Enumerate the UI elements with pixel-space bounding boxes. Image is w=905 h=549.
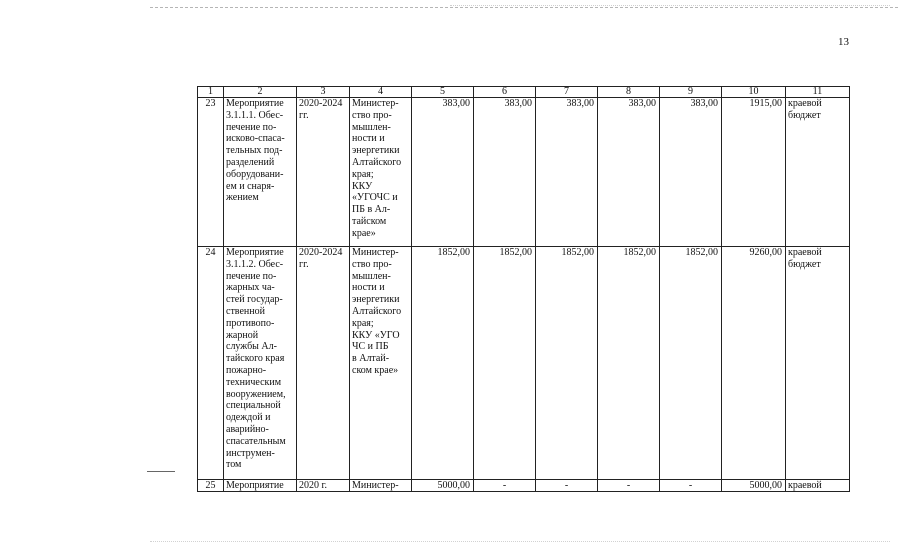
activity-cell: Мероприятие 3.1.1.1. Обес- печение по- исково-спаса- тельных под- разделений оборудовани- ем и снаря- жением [224, 98, 297, 247]
amount-cell: - [660, 480, 722, 492]
margin-mark [147, 471, 175, 472]
amount-cell: 383,00 [598, 98, 660, 247]
program-activities-table [197, 86, 850, 492]
amount-cell: - [474, 480, 536, 492]
executor-cell: Министер- [350, 480, 412, 492]
row-number: 25 [198, 480, 224, 492]
amount-cell: 383,00 [536, 98, 598, 247]
period-cell: 2020-2024 гг. [297, 247, 350, 480]
funding-source-cell: краевой бюджет [786, 98, 850, 247]
column-header: 7 [536, 87, 598, 98]
amount-cell: 1852,00 [598, 247, 660, 480]
column-header: 4 [350, 87, 412, 98]
scan-artifact-line [150, 7, 898, 8]
column-header: 8 [598, 87, 660, 98]
column-header: 3 [297, 87, 350, 98]
amount-cell: 383,00 [412, 98, 474, 247]
column-number-row [198, 87, 850, 98]
executor-cell: Министер- ство про- мышлен- ности и энергетики Алтайского края; ККУ «УГО ЧС и ПБ в Алтай- ском крае» [350, 247, 412, 480]
table-row [198, 480, 850, 492]
amount-cell: 1852,00 [536, 247, 598, 480]
activity-cell: Мероприятие 3.1.1.2. Обес- печение по- жарных ча- стей государ- ственной противопо- жарной службы Ал- тайского края пожарно- техническим вооружением, специальной одеждой и аварийно- спасательным инструмен- том [224, 247, 297, 480]
executor-cell: Министер- ство про- мышлен- ности и энергетики Алтайского края; ККУ «УГОЧС и ПБ в Ал- тайском крае» [350, 98, 412, 247]
table-row [198, 247, 850, 480]
scan-artifact-line [450, 5, 890, 6]
activity-cell: Мероприятие [224, 480, 297, 492]
amount-cell: 1852,00 [660, 247, 722, 480]
column-header: 6 [474, 87, 536, 98]
page-number: 13 [838, 36, 849, 48]
total-cell: 1915,00 [722, 98, 786, 247]
period-cell: 2020 г. [297, 480, 350, 492]
column-header: 2 [224, 87, 297, 98]
row-number: 23 [198, 98, 224, 247]
funding-source-cell: краевой [786, 480, 850, 492]
period-cell: 2020-2024 гг. [297, 98, 350, 247]
column-header: 1 [198, 87, 224, 98]
total-cell: 9260,00 [722, 247, 786, 480]
amount-cell: - [598, 480, 660, 492]
column-header: 9 [660, 87, 722, 98]
column-header: 10 [722, 87, 786, 98]
table-row [198, 98, 850, 247]
amount-cell: 1852,00 [474, 247, 536, 480]
amount-cell: 383,00 [474, 98, 536, 247]
column-header: 5 [412, 87, 474, 98]
amount-cell: 5000,00 [412, 480, 474, 492]
scan-artifact-line [150, 541, 890, 542]
amount-cell: 1852,00 [412, 247, 474, 480]
row-number: 24 [198, 247, 224, 480]
amount-cell: - [536, 480, 598, 492]
total-cell: 5000,00 [722, 480, 786, 492]
funding-source-cell: краевой бюджет [786, 247, 850, 480]
amount-cell: 383,00 [660, 98, 722, 247]
column-header: 11 [786, 87, 850, 98]
